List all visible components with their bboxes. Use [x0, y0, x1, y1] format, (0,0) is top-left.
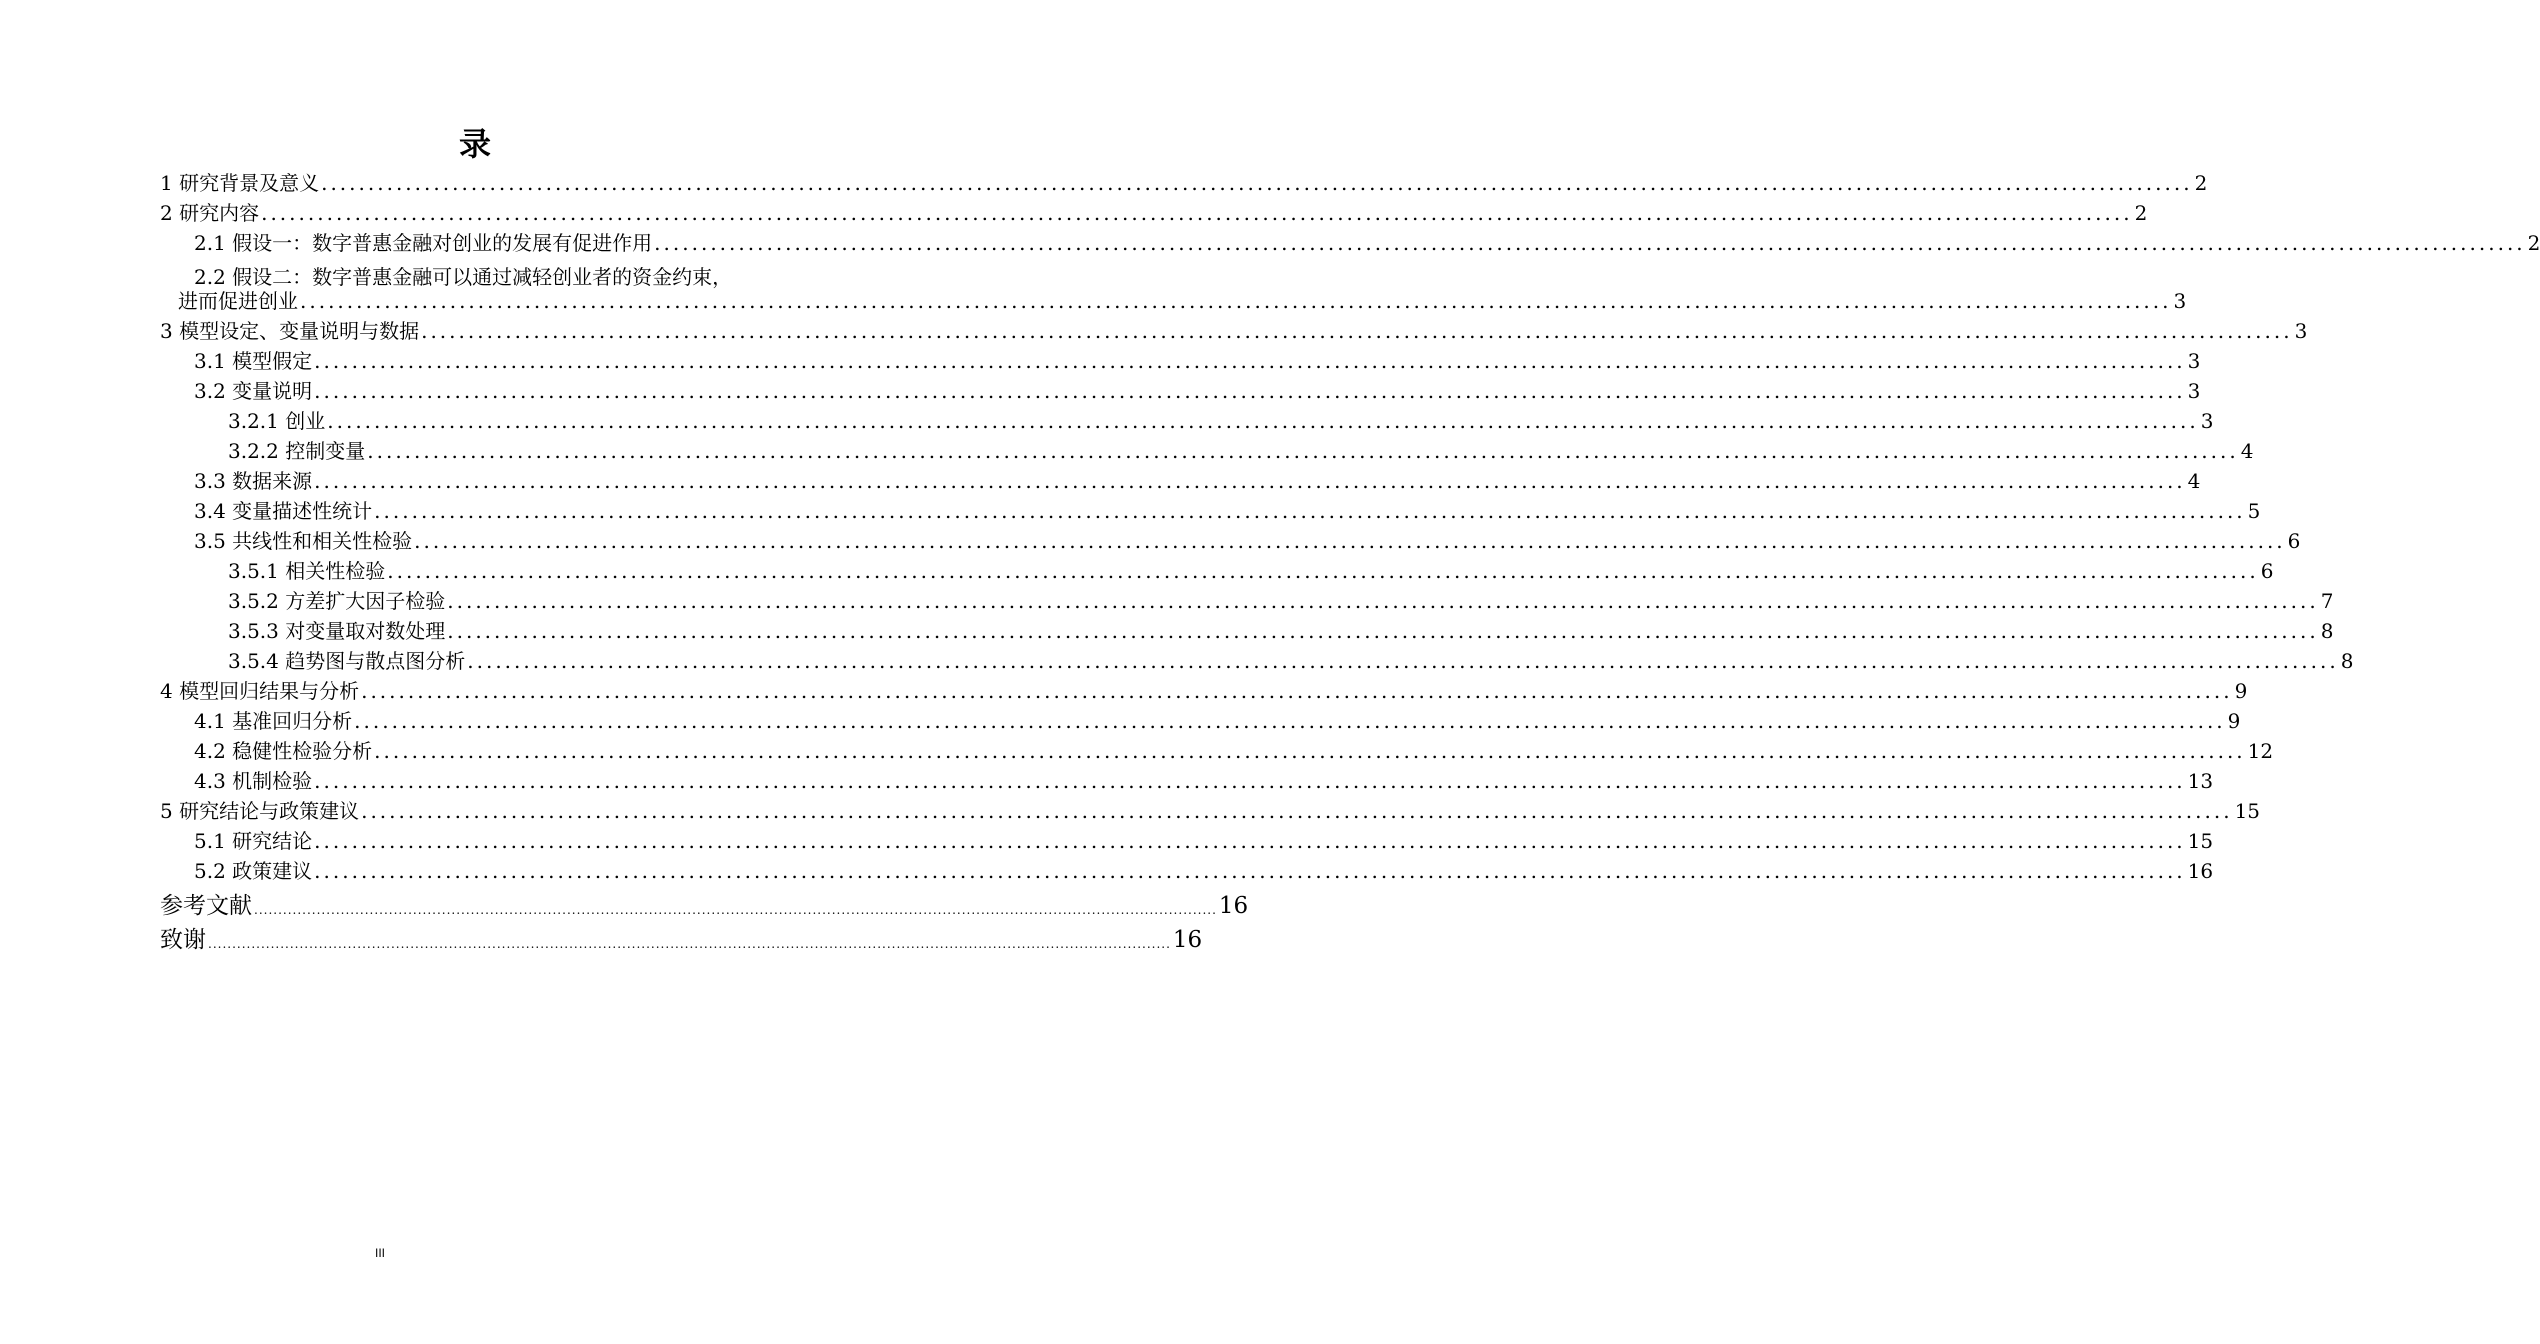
toc-entry-label: 3.5.3 对变量取对数处理 [228, 619, 446, 643]
toc-entry-label: 3.5 共线性和相关性检验 [194, 529, 413, 553]
toc-entry-page: 4 [2240, 439, 2254, 463]
toc-entry-page: 16 [1218, 893, 1249, 919]
toc-entry-label-line1[interactable]: 2.2 假设二：数字普惠金融可以通过减轻创业者的资金约束， [194, 265, 733, 289]
dot-leader: ........................................................................................................................................................................................................ [314, 469, 2186, 493]
dot-leader: ........................................................................................................................................................................................................ [354, 709, 2226, 733]
toc-entry-page: 3 [2200, 409, 2214, 433]
dot-leader: ........................................................................................................................................................................................................ [421, 319, 2293, 343]
toc-title: 录 [458, 125, 491, 163]
toc-entry[interactable] [160, 676, 2248, 706]
dot-leader: ........................................................................................................................................................................................................ [314, 349, 2186, 373]
toc-entry-page: 2 [2194, 171, 2208, 195]
toc-entry[interactable] [160, 198, 2148, 228]
toc-entry-label: 3.2 变量说明 [194, 379, 313, 403]
toc-entry-label: 3.2.1 创业 [228, 409, 326, 433]
toc-entry[interactable] [194, 526, 2301, 556]
toc-entry-label: 3.1 模型假定 [194, 349, 313, 373]
toc-entry-page: 8 [2320, 619, 2334, 643]
toc-entry-page: 3 [2187, 379, 2201, 403]
toc-entry-page: 12 [2247, 739, 2274, 763]
toc-entry-label: 3.4 变量描述性统计 [194, 499, 373, 523]
toc-entry-page: 16 [1172, 927, 1203, 953]
toc-entry[interactable] [194, 856, 2214, 886]
dot-leader: ........................................................................................................................................................................................................ [300, 289, 2172, 313]
toc-entry-label: 5.1 研究结论 [194, 829, 313, 853]
toc-entry-label: 3.5.1 相关性检验 [228, 559, 386, 583]
dot-leader: ........................................................................................................................................................................................................ [387, 559, 2259, 583]
toc-entry-page: 7 [2320, 589, 2334, 613]
toc-entry[interactable] [194, 706, 2241, 736]
dot-leader: ........................................................................................................................................................................................................ [261, 201, 2133, 225]
toc-entry-label: 致谢 [160, 927, 206, 953]
toc-entry-page: 8 [2340, 649, 2354, 673]
toc-entry[interactable] [194, 376, 2201, 406]
toc-entry[interactable] [228, 586, 2334, 616]
toc-entry-page: 15 [2234, 799, 2261, 823]
page-number-footer: III [374, 1246, 385, 1260]
toc-entry-label: 1 研究背景及意义 [160, 171, 320, 195]
toc-entry-label: 进而促进创业 [178, 289, 298, 313]
toc-entry[interactable] [228, 406, 2214, 436]
dot-leader: ........................................................................................................................................................................................................ [321, 171, 2193, 195]
dot-leader: ........................................................................................................................................................................................................ [361, 679, 2233, 703]
toc-entry-label: 3.3 数据来源 [194, 469, 313, 493]
toc-entry[interactable] [178, 286, 2187, 316]
toc-entry[interactable] [160, 316, 2308, 346]
toc-entry-page: 6 [2287, 529, 2301, 553]
toc-entry-label: 2 研究内容 [160, 201, 260, 225]
toc-entry-label: 3.5.4 趋势图与散点图分析 [228, 649, 466, 673]
toc-entry-label: 4.1 基准回归分析 [194, 709, 353, 733]
toc-entry[interactable] [228, 556, 2274, 586]
toc-entry-page: 2 [2527, 231, 2540, 255]
dot-leader: ........................................................................................................................................................................................................ [447, 619, 2319, 643]
dot-leader: ........................................................................................................................................................................................................ [314, 769, 2186, 793]
dot-leader: ........................................................................................................................................................................................................ [208, 937, 1171, 951]
toc-entry-page: 13 [2187, 769, 2214, 793]
toc-entry[interactable] [194, 736, 2274, 766]
toc-entry-page: 2 [2134, 201, 2148, 225]
toc-entry-label: 4.2 稳健性检验分析 [194, 739, 373, 763]
toc-entry-label: 4 模型回归结果与分析 [160, 679, 360, 703]
toc-entry[interactable] [194, 826, 2214, 856]
toc-entry-label: 4.3 机制检验 [194, 769, 313, 793]
toc-entry-label: 3.5.2 方差扩大因子检验 [228, 589, 446, 613]
toc-entry-page: 9 [2234, 679, 2248, 703]
dot-leader: ........................................................................................................................................................................................................ [254, 903, 1217, 917]
toc-entry-page: 16 [2187, 859, 2214, 883]
toc-entry-label: 5.2 政策建议 [194, 859, 313, 883]
dot-leader: ........................................................................................................................................................................................................ [314, 859, 2186, 883]
toc-entry[interactable] [228, 646, 2354, 676]
toc-entry-page: 4 [2187, 469, 2201, 493]
dot-leader: ........................................................................................................................................................................................................ [327, 409, 2199, 433]
dot-leader: ........................................................................................................................................................................................................ [374, 499, 2246, 523]
toc-entry[interactable] [194, 228, 2540, 258]
toc-entry-label: 2.1 假设一：数字普惠金融对创业的发展有促进作用 [194, 231, 653, 255]
dot-leader: ........................................................................................................................................................................................................ [314, 829, 2186, 853]
toc-entry-label: 3 模型设定、变量说明与数据 [160, 319, 420, 343]
toc-entry-label: 5 研究结论与政策建议 [160, 799, 360, 823]
toc-entry[interactable] [194, 346, 2201, 376]
toc-entry-page: 9 [2227, 709, 2241, 733]
dot-leader: ........................................................................................................................................................................................................ [367, 439, 2239, 463]
toc-entry[interactable] [160, 796, 2261, 826]
toc-entry-label: 3.2.2 控制变量 [228, 439, 366, 463]
toc-entry[interactable] [194, 766, 2214, 796]
dot-leader: ........................................................................................................................................................................................................ [414, 529, 2286, 553]
toc-entry-page: 3 [2294, 319, 2308, 343]
toc-entry-page: 5 [2247, 499, 2261, 523]
dot-leader: ........................................................................................................................................................................................................ [361, 799, 2233, 823]
toc-entry[interactable] [160, 168, 2208, 198]
dot-leader: ........................................................................................................................................................................................................ [467, 649, 2339, 673]
toc-entry-page: 15 [2187, 829, 2214, 853]
toc-entry[interactable] [228, 436, 2254, 466]
toc-entry[interactable] [160, 925, 1203, 955]
toc-entry[interactable] [194, 496, 2261, 526]
dot-leader: ........................................................................................................................................................................................................ [374, 739, 2246, 763]
toc-entry[interactable] [194, 466, 2201, 496]
dot-leader: ........................................................................................................................................................................................................ [447, 589, 2319, 613]
toc-entry-label: 参考文献 [160, 893, 252, 919]
toc-entry-page: 3 [2173, 289, 2187, 313]
toc-entry-page: 6 [2260, 559, 2274, 583]
toc-entry[interactable] [228, 616, 2334, 646]
toc-entry[interactable] [160, 891, 1249, 921]
toc-entry-page: 3 [2187, 349, 2201, 373]
dot-leader: ........................................................................................................................................................................................................ [654, 231, 2526, 255]
dot-leader: ........................................................................................................................................................................................................ [314, 379, 2186, 403]
